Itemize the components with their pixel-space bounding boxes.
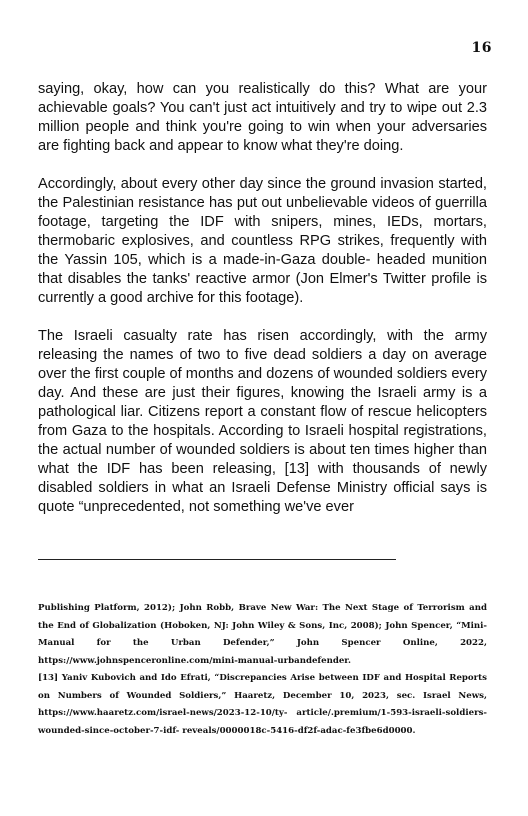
- paragraph: The Israeli casualty rate has risen accordingly, with the army releasing the names of two to five dead soldiers a day on average over the first couple of months and dozens of wounded soldiers every day. And these are just their figures, knowing the Israeli army is a pathological liar. Citizens report a constant flow of rescue helicopters from Gaza to the hospitals. According to Israeli hospital registrations, the actual number of wounded soldiers is about ten times higher than what the IDF has been releasing, [13] with thousands of newly disabled soldiers in what an Israeli Defense Ministry official says is quote “unprecedented, not something we've ever: [38, 328, 487, 515]
- footnote-continuation: Publishing Platform, 2012); John Robb, Brave New War: The Next Stage of Terrorism and the End of Globalization (Hoboken, NJ: John Wiley & Sons, Inc, 2008); John Spencer, “Mini-Manual for the Urban Defender,” John Spencer Online, 2022, https://www.johnspenceronline.com/mini-manual-urbandefender.: [38, 603, 487, 666]
- footnotes: [38, 600, 487, 740]
- footnote-divider: [38, 559, 396, 560]
- main-text: [38, 80, 487, 536]
- page-number: 16: [471, 40, 492, 56]
- footnote-13: [13] Yaniv Kubovich and Ido Efrati, “Discrepancies Arise between IDF and Hospital Reports on Numbers of Wounded Soldiers,” Haaretz, December 10, 2023, sec. Israel News, https://www.haaretz.com/israel-news/2023-12-10/ty- article/.premium/1-593-israeli-soldiers-wounded-since-october-7-idf- reveals/0000018c-5416-df2f-adac-fe3fbe6d0000.: [38, 673, 487, 736]
- paragraph: saying, okay, how can you realistically do this? What are your achievable goals? You can't just act intuitively and try to wipe out 2.3 million people and think you're going to win when your adversaries are fighting back and appear to know what they're doing.: [38, 81, 487, 154]
- paragraph: Accordingly, about every other day since the ground invasion started, the Palestinian resistance has put out unbelievable videos of guerrilla footage, targeting the IDF with snipers, mines, IEDs, mortars, thermobaric explosives, and countless RPG strikes, frequently with the Yassin 105, which is a made-in-Gaza double- headed munition that disables the tanks' reactive armor (Jon Elmer's Twitter profile is currently a good archive for this footage).: [38, 176, 487, 306]
